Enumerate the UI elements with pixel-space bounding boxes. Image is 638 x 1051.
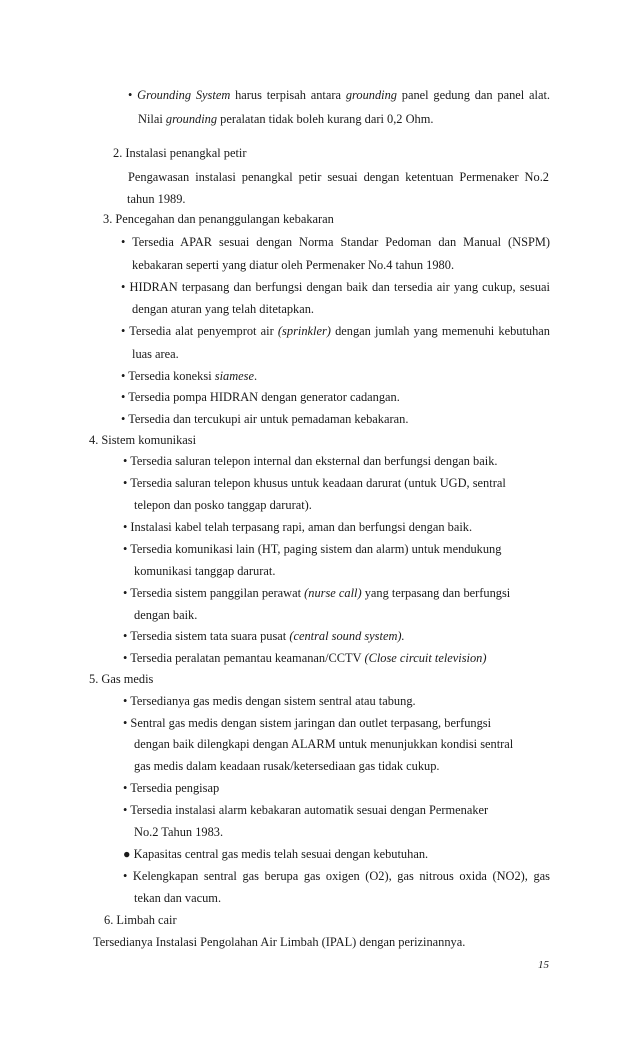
- text-line: Pengawasan instalasi penangkal petir sesuai dengan ketentuan Permenaker No.2: [128, 170, 549, 184]
- text-line: • HIDRAN terpasang dan berfungsi dengan baik dan tersedia air yang cukup, sesuai: [121, 280, 550, 294]
- text-line: • Tersedia pengisap: [123, 781, 220, 795]
- text-line: gas medis dalam keadaan rusak/ketersediaan gas tidak cukup.: [134, 759, 440, 773]
- text-line: • Tersedia saluran telepon internal dan eksternal dan berfungsi dengan baik.: [123, 454, 498, 468]
- text-line: dengan aturan yang telah ditetapkan.: [132, 302, 314, 316]
- text-line: Tersedianya Instalasi Pengolahan Air Limbah (IPAL) dengan perizinannya.: [93, 935, 466, 949]
- text-line: luas area.: [132, 347, 179, 361]
- text-line: • Tersedia APAR sesuai dengan Norma Standar Pedoman dan Manual (NSPM): [121, 235, 550, 249]
- text-line: • Tersedia sistem tata suara pusat (central sound system).: [123, 629, 405, 643]
- text-line: • Tersedia peralatan pemantau keamanan/CCTV (Close circuit television): [123, 651, 487, 665]
- text-line: • Kelengkapan sentral gas berupa gas oxigen (O2), gas nitrous oxida (NO2), gas: [123, 869, 550, 883]
- text-line: • Grounding System harus terpisah antara grounding panel gedung dan panel alat.: [128, 88, 550, 102]
- text-line: telepon dan posko tanggap darurat).: [134, 498, 312, 512]
- text-line: • Tersedia pompa HIDRAN dengan generator cadangan.: [121, 390, 400, 404]
- section-heading: 2. Instalasi penangkal petir: [113, 146, 247, 160]
- text-line: • Tersedia saluran telepon khusus untuk keadaan darurat (untuk UGD, sentral: [123, 476, 506, 490]
- text-line: Nilai grounding peralatan tidak boleh kurang dari 0,2 Ohm.: [138, 112, 434, 126]
- text-line: • Tersedia dan tercukupi air untuk pemadaman kebakaran.: [121, 412, 409, 426]
- text-line: • Tersedia alat penyemprot air (sprinkler) dengan jumlah yang memenuhi kebutuhan: [121, 324, 550, 338]
- text-line: • Tersedia komunikasi lain (HT, paging sistem dan alarm) untuk mendukung: [123, 542, 502, 556]
- text-line: kebakaran seperti yang diatur oleh Permenaker No.4 tahun 1980.: [132, 258, 455, 272]
- text-line: dengan baik dilengkapi dengan ALARM untuk menunjukkan kondisi sentral: [134, 737, 514, 751]
- text-line: dengan baik.: [134, 608, 198, 622]
- section-heading: 4. Sistem komunikasi: [89, 433, 197, 447]
- text-line: • Tersedia instalasi alarm kebakaran automatik sesuai dengan Permenaker: [123, 803, 489, 817]
- section-heading: 6. Limbah cair: [104, 913, 177, 927]
- text-line: • Tersedia sistem panggilan perawat (nurse call) yang terpasang dan berfungsi: [123, 586, 511, 600]
- text-line: No.2 Tahun 1983.: [134, 825, 224, 839]
- text-line: tahun 1989.: [127, 192, 186, 206]
- text-line: • Sentral gas medis dengan sistem jaringan dan outlet terpasang, berfungsi: [123, 716, 492, 730]
- text-line: • Tersedianya gas medis dengan sistem sentral atau tabung.: [123, 694, 416, 708]
- text-line: • Tersedia koneksi siamese.: [121, 369, 258, 383]
- section-heading: 3. Pencegahan dan penanggulangan kebakaran: [103, 212, 334, 226]
- text-line: komunikasi tanggap darurat.: [134, 564, 276, 578]
- page-number: 15: [538, 959, 549, 971]
- section-heading: 5. Gas medis: [89, 672, 154, 686]
- text-line: tekan dan vacum.: [134, 891, 222, 905]
- text-line: • Instalasi kabel telah terpasang rapi, aman dan berfungsi dengan baik.: [123, 520, 473, 534]
- text-line: ● Kapasitas central gas medis telah sesuai dengan kebutuhan.: [123, 847, 429, 861]
